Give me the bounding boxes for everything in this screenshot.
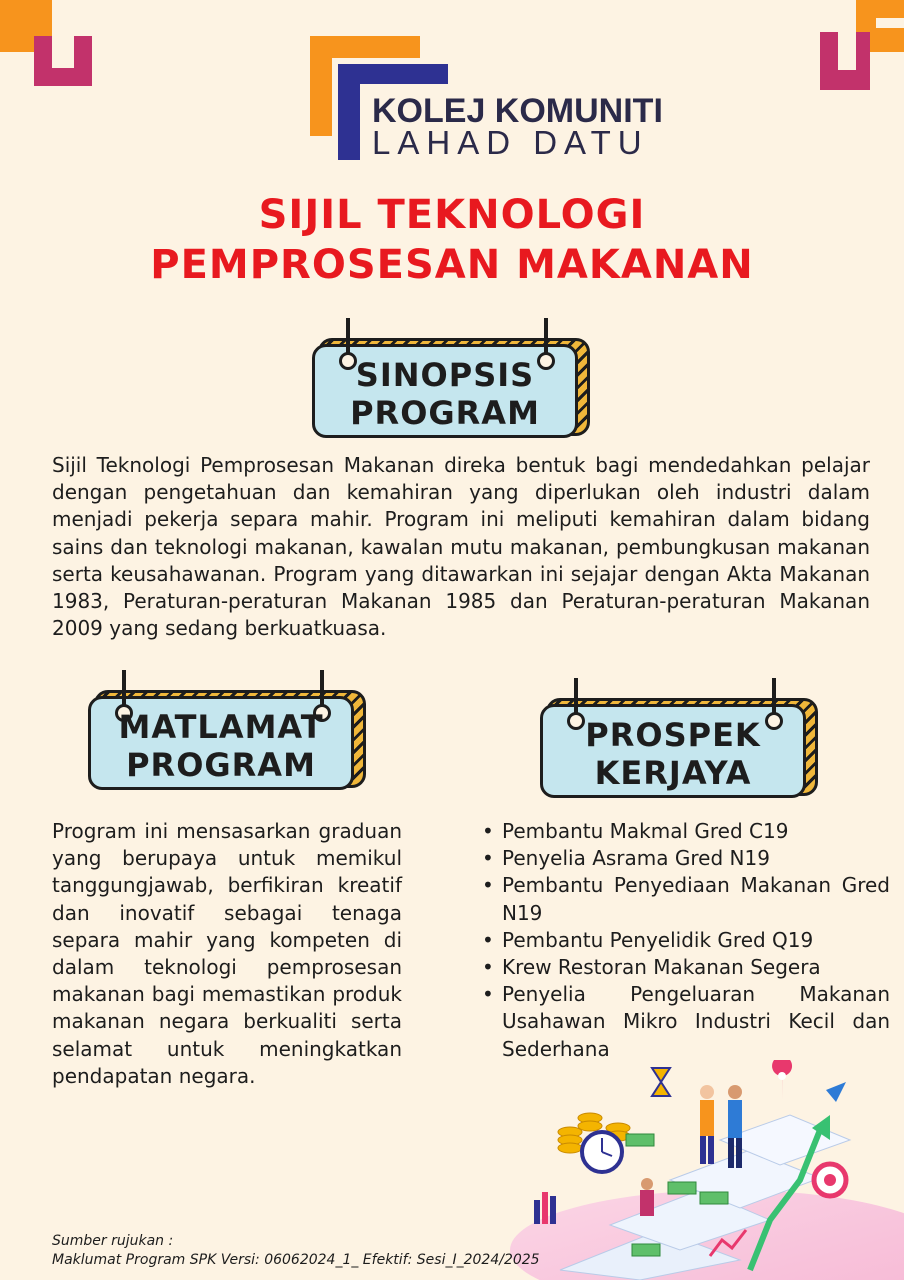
matlamat-heading-line2: PROGRAM <box>126 746 316 784</box>
list-item: • Pembantu Makmal Gred C19 <box>480 818 890 845</box>
logo-name-line2: LAHAD DATU <box>372 124 649 161</box>
list-item: • Pembantu Penyediaan Makanan Gred N19 <box>480 872 890 926</box>
list-item: • Krew Restoran Makanan Segera <box>480 954 890 981</box>
sinopsis-heading-line1: SINOPSIS <box>355 356 535 394</box>
matlamat-heading-sign <box>88 670 368 792</box>
source-label: Sumber rujukan : <box>52 1233 174 1249</box>
list-item: • Penyelia Asrama Gred N19 <box>480 845 890 872</box>
matlamat-heading-line1: MATLAMAT <box>118 708 324 746</box>
sinopsis-heading-sign <box>312 318 592 440</box>
prospek-heading-sign <box>540 678 820 800</box>
matlamat-text: Program ini mensasarkan graduan yang berupaya untuk memikul tanggungjawab, berfikiran kreatif dan inovatif sebagai tenaga separa mahir yang kompeten di dalam teknologi pemprosesan makanan bagi memastikan produk makanan negara berkualiti serta selamat untuk meningkatkan pendapatan negara. <box>52 819 402 1088</box>
page-title-line1: SIJIL TEKNOLOGI <box>258 192 646 238</box>
list-item: • Pembantu Penyelidik Gred Q19 <box>480 927 890 954</box>
prospek-heading-line2: KERJAYA <box>594 754 752 792</box>
page-title-line2: PEMPROSESAN MAKANAN <box>150 242 754 288</box>
prospek-heading-line1: PROSPEK <box>585 716 761 754</box>
prospek-list <box>480 818 890 1063</box>
list-item: • Penyelia Pengeluaran Makanan Usahawan Mikro Industri Kecil dan Sederhana <box>480 981 890 1063</box>
source-reference: Maklumat Program SPK Versi: 06062024_1_ Efektif: Sesi_I_2024/2025 <box>52 1252 540 1268</box>
logo-name-line1: KOLEJ KOMUNITI <box>372 92 663 130</box>
sinopsis-text: Sijil Teknologi Pemprosesan Makanan direka bentuk bagi mendedahkan pelajar dengan pengetahuan dan kemahiran yang diperlukan oleh industri dalam menjadi pekerja separa mahir. Program ini meliputi kemahiran dalam bidang sains dan teknologi makanan, kawalan mutu makanan, pembungkusan makanan serta keusahawanan. Program yang ditawarkan ini sejajar dengan Akta Makanan 1983, Peraturan-peraturan Makanan 1985 dan Peraturan-peraturan Makanan 2009 yang sedang berkuatkuasa. <box>52 453 870 641</box>
sinopsis-heading-line2: PROGRAM <box>350 394 540 432</box>
